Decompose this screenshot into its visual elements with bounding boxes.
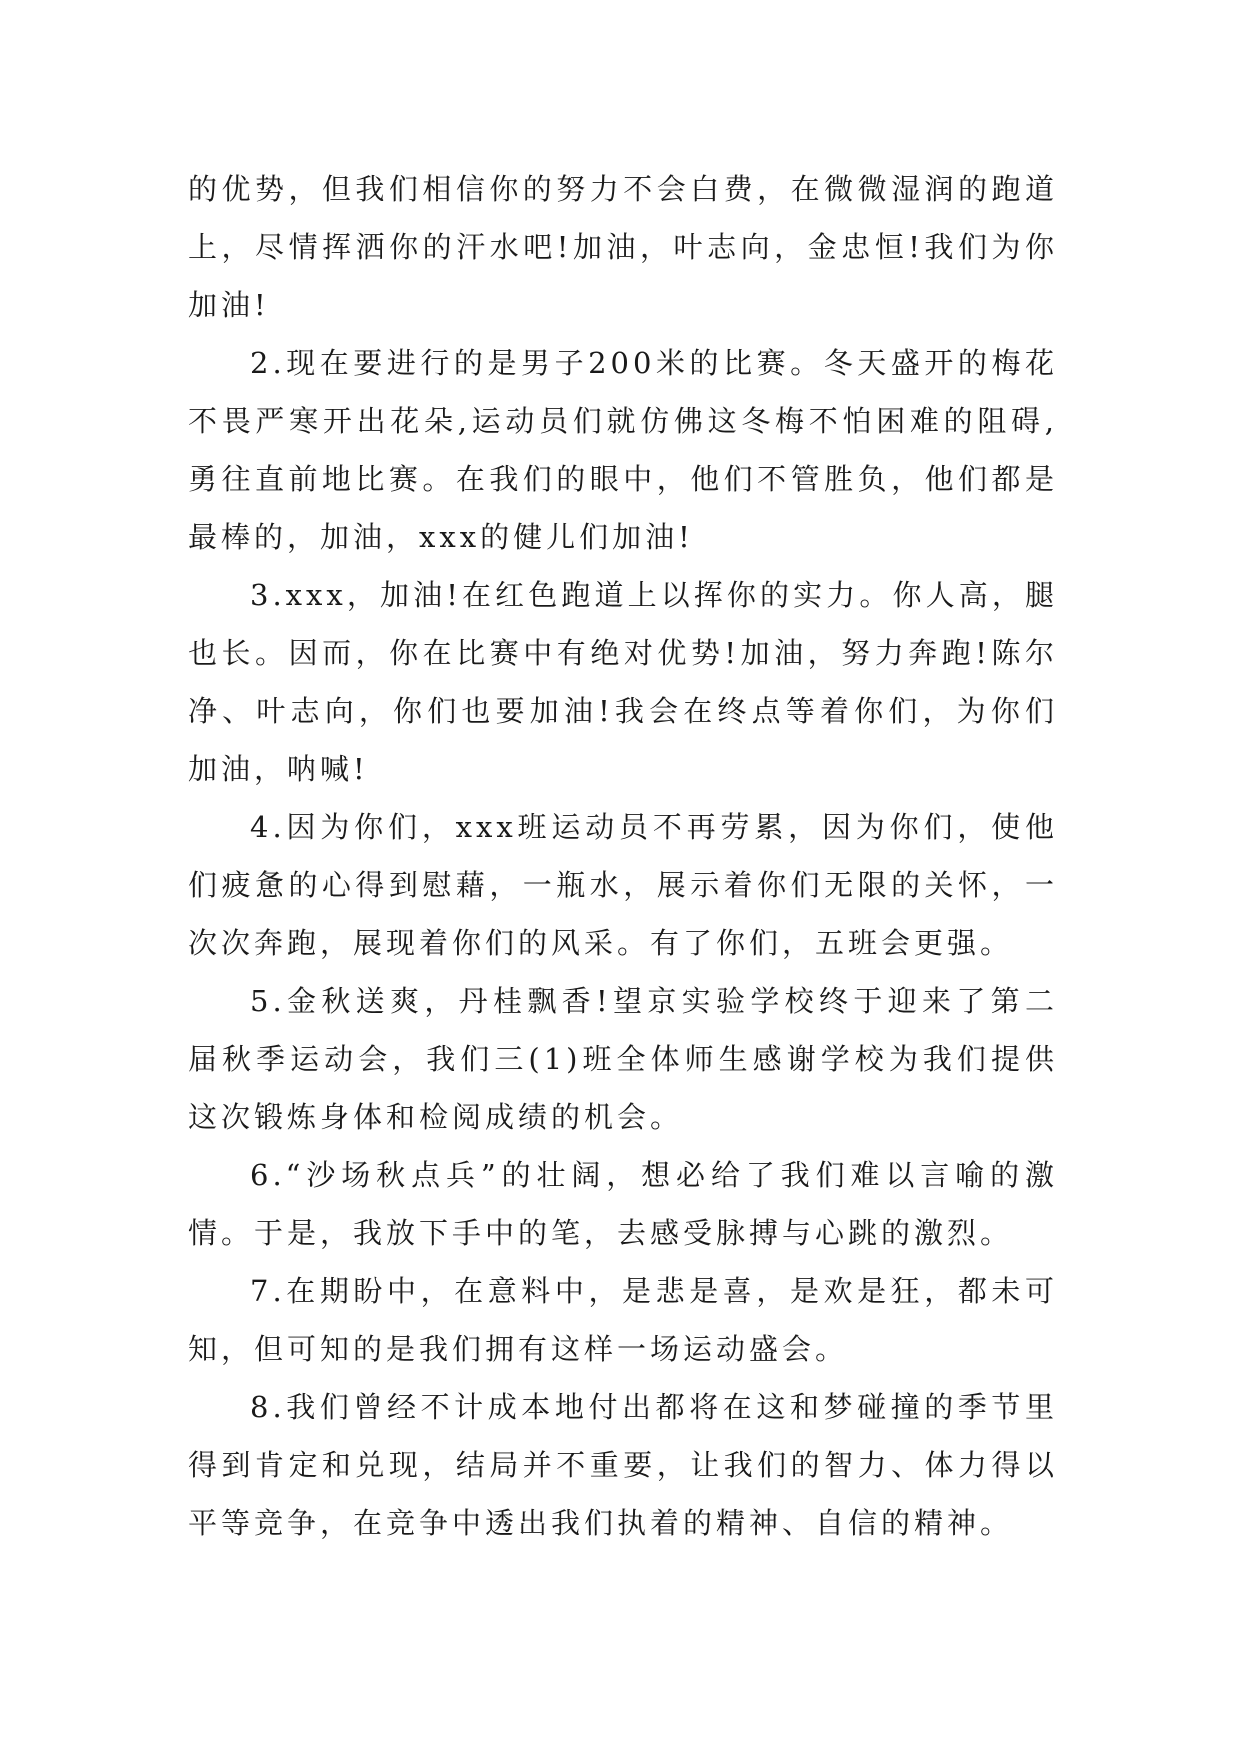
paragraph-continued: 的优势，但我们相信你的努力不会白费，在微微湿润的跑道上，尽情挥洒你的汗水吧!加油，叶志向，金忠恒!我们为你加油! bbox=[188, 172, 1058, 322]
paragraph-4: 4.因为你们，xxx班运动员不再劳累，因为你们，使他们疲惫的心得到慰藉，一瓶水，展示着你们无限的关怀，一次次奔跑，展现着你们的风采。有了你们，五班会更强。 bbox=[188, 810, 1058, 960]
paragraph-5: 5.金秋送爽，丹桂飘香!望京实验学校终于迎来了第二届秋季运动会，我们三(1)班全体师生感谢学校为我们提供这次锻炼身体和检阅成绩的机会。 bbox=[188, 984, 1058, 1134]
document-body bbox=[188, 160, 1058, 1552]
paragraph-3: 3.xxx，加油!在红色跑道上以挥你的实力。你人高，腿也长。因而，你在比赛中有绝对优势!加油，努力奔跑!陈尔净、叶志向，你们也要加油!我会在终点等着你们，为你们加油，呐喊! bbox=[188, 578, 1058, 786]
paragraph-6: 6.“沙场秋点兵”的壮阔，想必给了我们难以言喻的激情。于是，我放下手中的笔，去感受脉搏与心跳的激烈。 bbox=[188, 1158, 1058, 1250]
paragraph-7: 7.在期盼中，在意料中，是悲是喜，是欢是狂，都未可知，但可知的是我们拥有这样一场运动盛会。 bbox=[188, 1274, 1058, 1366]
paragraph-8: 8.我们曾经不计成本地付出都将在这和梦碰撞的季节里得到肯定和兑现，结局并不重要，让我们的智力、体力得以平等竞争，在竞争中透出我们执着的精神、自信的精神。 bbox=[188, 1390, 1058, 1540]
paragraph-2: 2.现在要进行的是男子200米的比赛。冬天盛开的梅花不畏严寒开出花朵,运动员们就仿佛这冬梅不怕困难的阻碍,勇往直前地比赛。在我们的眼中，他们不管胜负，他们都是最棒的，加油，xxx的健儿们加油! bbox=[188, 346, 1058, 554]
